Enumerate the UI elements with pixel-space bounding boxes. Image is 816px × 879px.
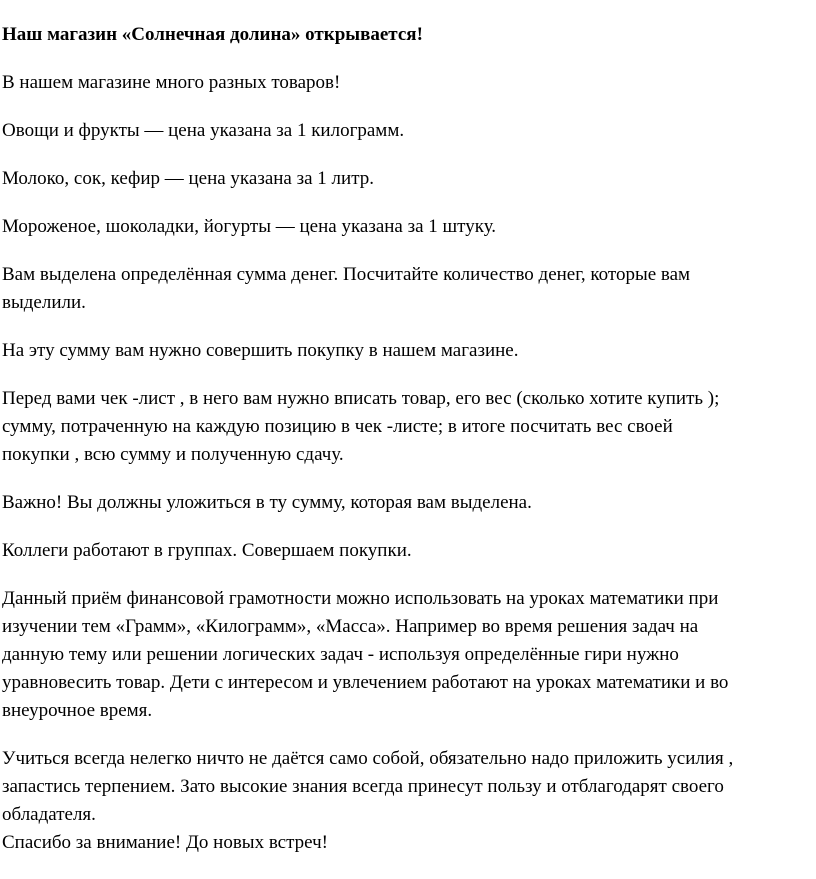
- text-line: Мороженое, шоколадки, йогурты — цена указана за 1 штуку.: [2, 216, 497, 237]
- paragraph-conclusion: [2, 745, 816, 857]
- text-line: данную тему или решении логических задач - используя определённые гири нужно: [2, 644, 679, 665]
- paragraph-fruits-price: [2, 117, 816, 145]
- text-line: В нашем магазине много разных товаров!: [2, 72, 341, 93]
- text-line: Овощи и фрукты — цена указана за 1 килограмм.: [2, 120, 405, 141]
- text-line: Молоко, сок, кефир — цена указана за 1 литр.: [2, 168, 374, 189]
- paragraph-milk-price: [2, 165, 816, 193]
- closing-line: Спасибо за внимание! До новых встреч!: [2, 832, 328, 853]
- document-title: Наш магазин «Солнечная долина» открывается!: [2, 24, 423, 45]
- text-line: выделили.: [2, 292, 86, 313]
- text-line: запастись терпением. Зато высокие знания всегда принесут пользу и отблагодарят своего: [2, 776, 724, 797]
- text-line: Перед вами чек -лист , в него вам нужно вписать товар, его вес (сколько хотите купить );: [2, 388, 720, 409]
- text-line: внеурочное время.: [2, 700, 153, 721]
- text-line: покупки , всю сумму и полученную сдачу.: [2, 444, 344, 465]
- text-line: уравновесить товар. Дети с интересом и увлечением работают на уроках математики и во: [2, 672, 729, 693]
- paragraph-checklist: [2, 385, 816, 469]
- text-line: На эту сумму вам нужно совершить покупку в нашем магазине.: [2, 340, 519, 361]
- paragraph-important: [2, 489, 816, 517]
- text-line: обладателя.: [2, 804, 96, 825]
- text-line: сумму, потраченную на каждую позицию в чек -листе; в итоге посчитать вес своей: [2, 416, 673, 437]
- paragraph-financial-literacy: [2, 585, 816, 725]
- text-line: изучении тем «Грамм», «Килограмм», «Масса». Например во время решения задач на: [2, 616, 699, 637]
- text-line: Вам выделена определённая сумма денег. Посчитайте количество денег, которые вам: [2, 264, 691, 285]
- text-line: Важно! Вы должны уложиться в ту сумму, которая вам выделена.: [2, 492, 532, 513]
- text-line: Учиться всегда нелегко ничто не даётся само собой, обязательно надо приложить усилия ,: [2, 748, 734, 769]
- text-line: Коллеги работают в группах. Совершаем покупки.: [2, 540, 412, 561]
- paragraph-money: [2, 261, 816, 317]
- paragraph-assortment: [2, 69, 816, 97]
- paragraph-groups: [2, 537, 816, 565]
- paragraph-purchase: [2, 337, 816, 365]
- paragraph-sweets-price: [2, 213, 816, 241]
- text-line: Данный приём финансовой грамотности можно использовать на уроках математики при: [2, 588, 719, 609]
